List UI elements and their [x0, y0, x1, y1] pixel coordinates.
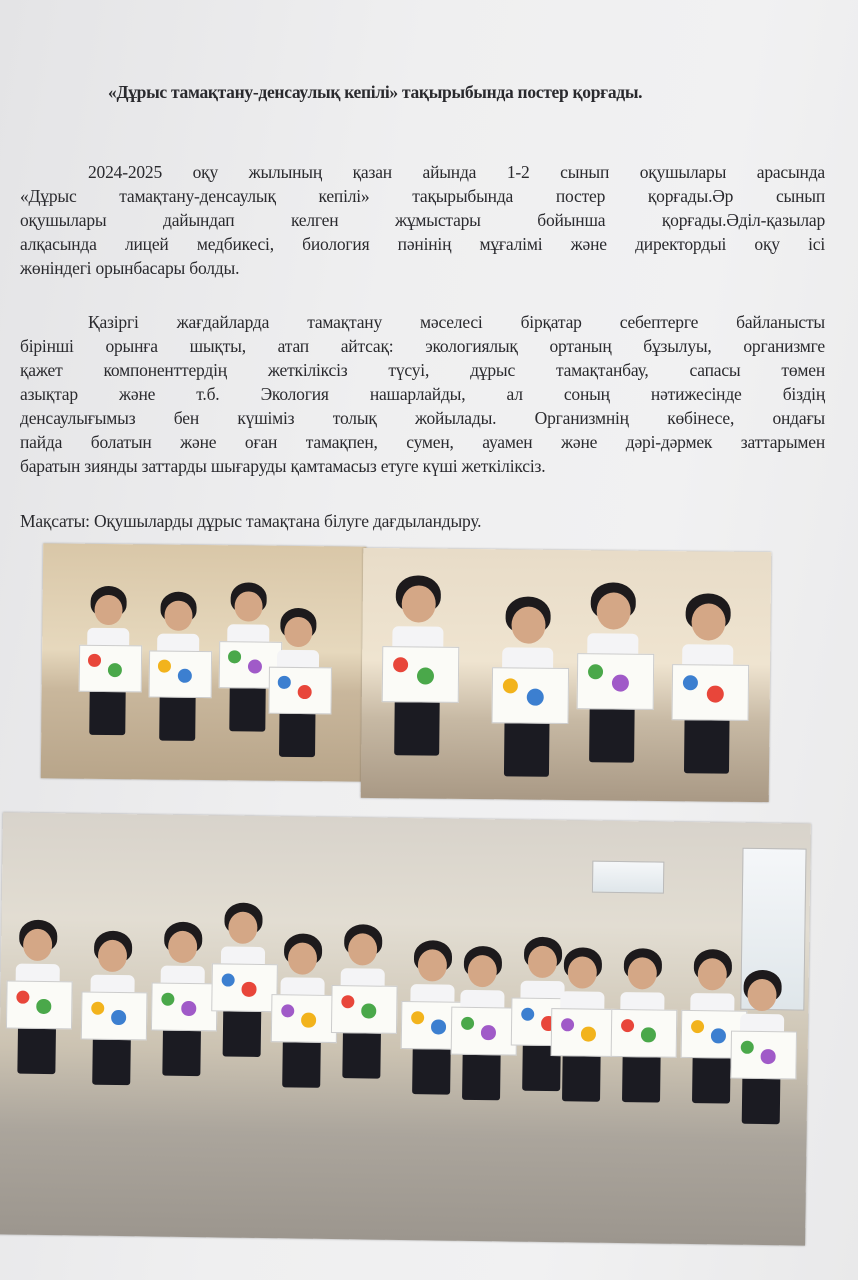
paragraph-line: алқасында лицей медбикесі, биология пәнінің мұғалімі және директордыі оқу ісі: [20, 234, 825, 254]
paragraph-line: азықтар және т.б. Экология нашарлайды, ал соның нәтижесінде біздің: [20, 384, 825, 404]
paragraph-line: денсаулығымыз бен күшіміз толық жойылады. Организмнің көбінесе, ондағы: [20, 408, 825, 428]
window: [592, 861, 664, 894]
paragraph-line: 2024-2025 оқу жылының қазан айында 1-2 сынып оқушылары арасында: [88, 162, 825, 182]
paragraph-1: [20, 160, 825, 280]
paragraph-line: баратын зиянды заттарды шығаруды қамтамасыз етуге күші жеткіліксіз.: [20, 456, 546, 476]
purpose-statement: Мақсаты: Оқушыларды дұрыс тамақтана білуге дағдыландыру.: [20, 511, 482, 531]
document-title: «Дұрыс тамақтану-денсаулық кепілі» тақырыбында постер қорғады.: [108, 82, 643, 102]
paragraph-line: Қазіргі жағдайларда тамақтану мәселесі бірқатар себептерге байланысты: [88, 312, 825, 332]
photo-students-with-posters-left: [41, 543, 366, 781]
paragraph-line: бірінші орынға шықты, атап айтсақ: экологиялық ортаның бұзылуы, организмге: [20, 336, 825, 356]
photo-students-with-posters-right: [361, 548, 772, 802]
paragraph-line: қажет компоненттердің жеткіліксіз түсуі, дұрыс тамақтанбау, сапасы төмен: [20, 360, 825, 380]
photo-group-with-teachers: [0, 812, 811, 1245]
paragraph-2: [20, 310, 825, 478]
paragraph-line: жөніндегі орынбасары болды.: [20, 258, 240, 278]
paragraph-line: пайда болатын және оған тамақпен, сумен, ауамен және дәрі-дәрмек заттарымен: [20, 432, 825, 452]
paragraph-line: «Дұрыс тамақтану-денсаулық кепілі» тақырыбында постер қорғады.Әр сынып: [20, 186, 825, 206]
paragraph-line: оқушылары дайындап келген жұмыстары бойынша қорғады.Әділ-қазылар: [20, 210, 825, 230]
